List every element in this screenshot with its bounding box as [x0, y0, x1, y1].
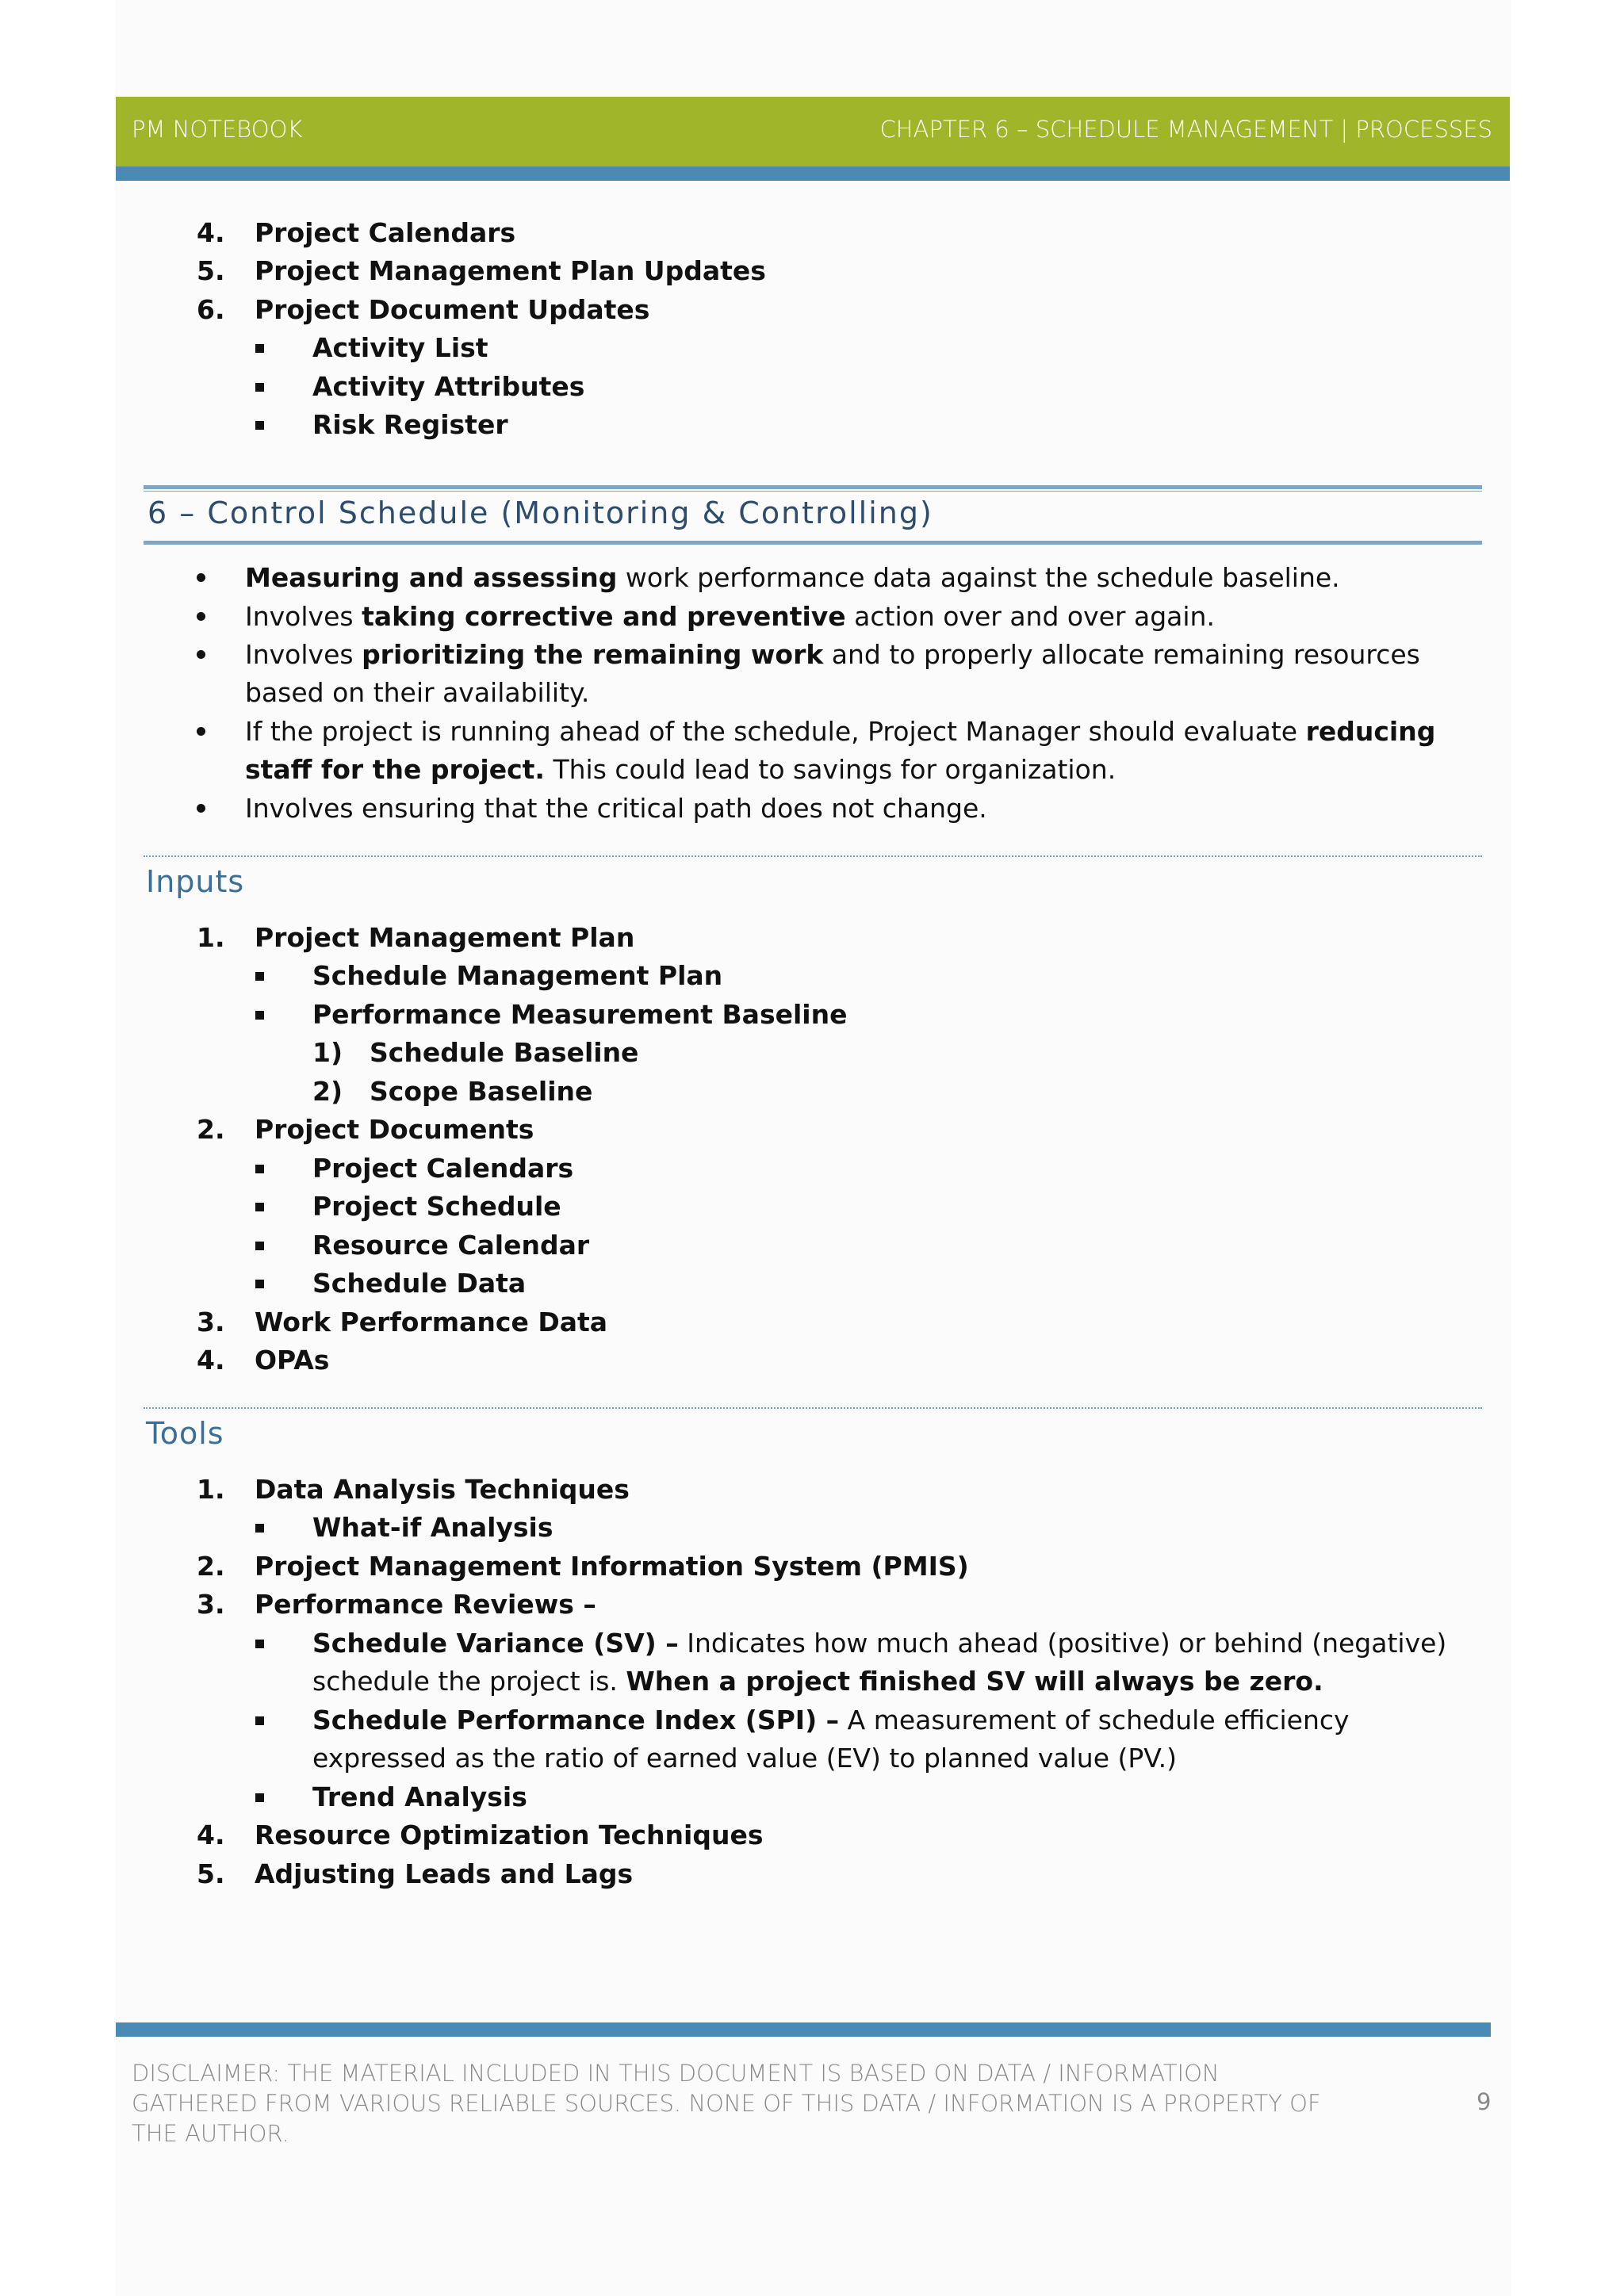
list-text: Work Performance Data: [255, 1307, 608, 1337]
list-text: Project Management Information System (PMIS): [255, 1551, 969, 1582]
square-bullet-icon: [255, 1203, 264, 1211]
list-number: 2): [312, 1076, 343, 1107]
square-bullet-icon: [255, 1011, 264, 1020]
sub-list-item: [0, 1778, 1624, 1816]
list-number: 5.: [197, 1858, 225, 1889]
list-text: Project Management Plan Updates: [255, 255, 766, 286]
list-item: [0, 1471, 1624, 1509]
header-left-label: PM NOTEBOOK: [132, 116, 303, 143]
term-description: Indicates how much ahead (positive) or behind (negative) schedule the project is.: [312, 1628, 1447, 1697]
sub-list-text: Activity List: [312, 332, 488, 363]
sub-list-item: [0, 1265, 1624, 1303]
inputs-heading: Inputs: [146, 864, 245, 899]
list-number: 4.: [197, 1345, 225, 1376]
section-top-rule-thin: [144, 491, 1482, 492]
list-item: [0, 291, 1624, 329]
sub-list-text: Performance Measurement Baseline: [312, 999, 848, 1030]
sub-sub-list-item: [0, 1073, 1624, 1111]
list-number: 4.: [197, 1820, 225, 1850]
square-bullet-icon: [255, 1242, 264, 1250]
list-number: 3.: [197, 1307, 225, 1337]
list-number: 1): [312, 1037, 343, 1068]
term-bold-note: When a project finished SV will always be zero.: [626, 1666, 1323, 1697]
sub-list-item: [0, 1150, 1624, 1188]
square-bullet-icon: [255, 1716, 264, 1725]
page-number: 9: [1477, 2088, 1492, 2115]
footer-accent-strip: [116, 2022, 1491, 2037]
list-number: 2.: [197, 1114, 225, 1145]
list-number: 1.: [197, 922, 225, 953]
bullet-text: This could lead to savings for organization.: [544, 754, 1116, 785]
sub-list-item: [0, 996, 1624, 1034]
square-bullet-icon: [255, 1640, 264, 1648]
bullet-text: and to properly allocate remaining resources based on their availability.: [245, 639, 1420, 708]
square-bullet-icon: [255, 972, 264, 981]
bullet-icon: [197, 650, 205, 659]
bullet-bold-text: reducing staff for the project.: [245, 716, 1436, 785]
bullet-icon: [197, 804, 205, 813]
square-bullet-icon: [255, 1280, 264, 1288]
list-text: Project Calendars: [255, 217, 516, 248]
square-bullet-icon: [255, 344, 264, 353]
bullet-bold-text: prioritizing the remaining work: [362, 639, 824, 670]
tools-rule: [144, 1407, 1482, 1409]
header-accent-strip: [116, 166, 1510, 181]
section-top-rule: [144, 485, 1482, 489]
list-number: 3.: [197, 1589, 225, 1620]
list-text: Performance Reviews –: [255, 1589, 596, 1620]
list-number: 6.: [197, 294, 225, 325]
sub-list-text: Resource Calendar: [312, 1230, 590, 1261]
list-text: Project Management Plan: [255, 922, 635, 953]
sub-list-text: Activity Attributes: [312, 371, 585, 402]
list-item: [0, 214, 1624, 252]
bullet-text: Involves ensuring that the critical path does not change.: [245, 793, 987, 824]
sub-list-text: Schedule Data: [312, 1268, 527, 1299]
bullet-icon: [197, 573, 205, 582]
list-item: [0, 919, 1624, 957]
bullet-bold-text: taking corrective and preventive: [362, 601, 846, 632]
bullet-icon: [197, 612, 205, 621]
bullet-text: Involves: [245, 639, 362, 670]
inputs-rule: [144, 855, 1482, 857]
footer-disclaimer: DISCLAIMER: THE MATERIAL INCLUDED IN THIS DOCUMENT IS BASED ON DATA / INFORMATION GATHERED FROM VARIOUS RELIABLE SOURCES. NONE OF THIS DATA / INFORMATION IS A PROPERTY OF THE AUTHOR.: [132, 2060, 1321, 2147]
sub-list-item: [0, 1509, 1624, 1547]
term-description: A measurement of schedule efficiency expressed as the ratio of earned value (EV) to planned value (PV.): [312, 1705, 1350, 1774]
list-number: 4.: [197, 217, 225, 248]
section-title: 6 – Control Schedule (Monitoring & Controlling): [147, 496, 933, 530]
list-text: Project Document Updates: [255, 294, 650, 325]
sub-list-item: [0, 368, 1624, 406]
square-bullet-icon: [255, 1793, 264, 1802]
list-item: [0, 1341, 1624, 1380]
sub-list-item: [0, 1188, 1624, 1226]
bullet-text: If the project is running ahead of the schedule, Project Manager should evaluate: [245, 716, 1306, 747]
list-text: OPAs: [255, 1345, 330, 1376]
square-bullet-icon: [255, 1165, 264, 1173]
sub-list-text: Risk Register: [312, 409, 508, 440]
bullet-bold-text: Measuring and assessing: [245, 562, 618, 593]
list-text: Schedule Baseline: [370, 1037, 639, 1068]
list-item: [0, 1586, 1624, 1624]
sub-list-item: [0, 957, 1624, 995]
list-text: Resource Optimization Techniques: [255, 1820, 764, 1850]
header-right-label: CHAPTER 6 – SCHEDULE MANAGEMENT | PROCESSES: [879, 116, 1492, 143]
section-bottom-rule: [144, 541, 1482, 545]
bullet-text: work performance data against the schedule baseline.: [617, 562, 1340, 593]
sub-list-text: Project Calendars: [312, 1153, 574, 1184]
list-text: Scope Baseline: [370, 1076, 593, 1107]
term-bold-text: Schedule Variance (SV) –: [312, 1628, 679, 1659]
square-bullet-icon: [255, 383, 264, 392]
list-item: [0, 252, 1624, 290]
sub-list-text: Trend Analysis: [312, 1781, 527, 1812]
list-item: [0, 1111, 1624, 1149]
list-item: [0, 1855, 1624, 1893]
list-item: [0, 1816, 1624, 1854]
sub-list-item: [0, 329, 1624, 367]
list-number: 1.: [197, 1474, 225, 1505]
list-text: Data Analysis Techniques: [255, 1474, 630, 1505]
list-text: Adjusting Leads and Lags: [255, 1858, 634, 1889]
list-number: 2.: [197, 1551, 225, 1582]
sub-list-item: [0, 406, 1624, 444]
bullet-text: action over and over again.: [845, 601, 1215, 632]
bullet-icon: [197, 727, 205, 736]
sub-list-item: [0, 1226, 1624, 1265]
sub-list-text: Schedule Management Plan: [312, 960, 723, 991]
sub-list-text: What-if Analysis: [312, 1512, 553, 1543]
sub-list-text: Project Schedule: [312, 1191, 561, 1222]
list-item: [0, 1303, 1624, 1341]
sub-sub-list-item: [0, 1034, 1624, 1072]
square-bullet-icon: [255, 1524, 264, 1533]
list-number: 5.: [197, 255, 225, 286]
list-text: Project Documents: [255, 1114, 534, 1145]
term-bold-text: Schedule Performance Index (SPI) –: [312, 1705, 840, 1735]
bullet-text: Involves: [245, 601, 362, 632]
list-item: [0, 1548, 1624, 1586]
square-bullet-icon: [255, 421, 264, 430]
tools-heading: Tools: [146, 1416, 224, 1451]
page-header: [116, 97, 1510, 166]
